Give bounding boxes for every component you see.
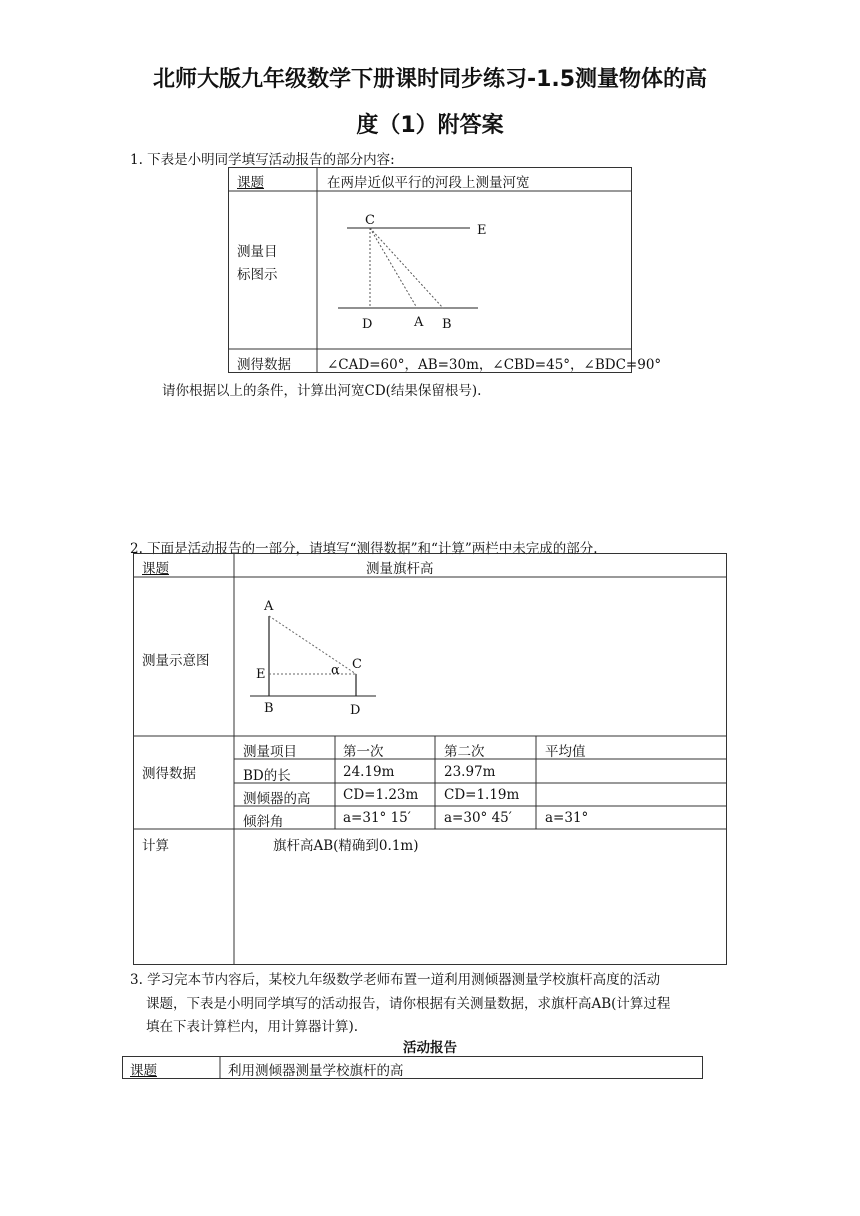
q1-point-D: D	[362, 317, 373, 332]
q2-angle-alpha: α	[331, 663, 340, 678]
q1-intro: 1. 下表是小明同学填写活动报告的部分内容:	[130, 152, 395, 168]
q2-calc-value: 旗杆高AB(精确到0.1m)	[273, 838, 419, 854]
q1-diagram-label-2: 标图示	[237, 267, 278, 283]
q2-topic-label: 课题	[142, 561, 169, 577]
q3-intro-line-2: 课题，下表是小明同学填写的活动报告，请你根据有关测量数据，求旗杆高AB(计算过程	[146, 996, 671, 1012]
q2-row1-second: 23.97m	[444, 764, 496, 780]
q2-row3-average: a=31°	[545, 810, 589, 826]
q2-flagpole-diagram	[236, 590, 386, 720]
q2-row1-item: BD的长	[243, 768, 291, 784]
q1-topic-value: 在两岸近似平行的河段上测量河宽	[327, 175, 530, 191]
q1-point-B: B	[442, 317, 452, 332]
q3-topic-value: 利用测倾器测量学校旗杆的高	[228, 1063, 404, 1079]
q1-point-E: E	[477, 223, 487, 238]
q2-point-A: A	[264, 599, 274, 614]
q2-point-E: E	[256, 667, 266, 682]
q3-report-title: 活动报告	[403, 1040, 457, 1056]
q2-topic-value: 测量旗杆高	[366, 561, 434, 577]
q2-row2-item: 测倾器的高	[243, 791, 311, 807]
q2-header-item: 测量项目	[243, 744, 297, 760]
q2-point-C: C	[352, 657, 362, 672]
q2-row3-item: 倾斜角	[243, 814, 284, 830]
q3-table-lines	[122, 1056, 704, 1080]
q1-data-value: ∠CAD=60°，AB=30m，∠CBD=45°，∠BDC=90°	[327, 357, 662, 373]
q1-diagram-label-1: 测量目	[237, 244, 278, 260]
q1-line-CB	[370, 228, 443, 308]
q2-intro: 2. 下面是活动报告的一部分，请填写“测得数据”和“计算”两栏中未完成的部分.	[130, 541, 598, 557]
q2-row2-first: CD=1.23m	[343, 787, 419, 803]
q2-calc-label: 计算	[142, 838, 169, 854]
q2-row1-first: 24.19m	[343, 764, 395, 780]
page-title-line-2: 度（1）附答案	[356, 113, 504, 138]
q2-table-lines	[133, 553, 728, 966]
q2-data-label: 测得数据	[142, 766, 196, 782]
q1-question: 请你根据以上的条件，计算出河宽CD(结果保留根号).	[162, 383, 482, 399]
q2-point-B: B	[264, 701, 274, 716]
q2-header-first: 第一次	[343, 744, 384, 760]
q2-header-second: 第二次	[444, 744, 485, 760]
q3-intro-line-1: 3. 学习完本节内容后，某校九年级数学老师布置一道利用测倾器测量学校旗杆高度的活动	[130, 972, 661, 988]
page-title-line-1: 北师大版九年级数学下册课时同步练习-1.5测量物体的高	[152, 67, 708, 92]
q2-diagram-label: 测量示意图	[142, 653, 210, 669]
q3-topic-label: 课题	[130, 1063, 157, 1079]
q3-intro-line-3: 填在下表计算栏内，用计算器计算).	[146, 1019, 359, 1035]
q2-sight-line-CA	[269, 616, 356, 674]
q1-point-A: A	[414, 315, 424, 330]
q2-header-average: 平均值	[545, 744, 586, 760]
q2-row2-second: CD=1.19m	[444, 787, 520, 803]
q1-data-label: 测得数据	[237, 357, 291, 373]
q2-row3-second: a=30° 45′	[444, 810, 512, 826]
q1-line-CA	[370, 228, 417, 308]
q1-topic-label: 课题	[237, 175, 264, 191]
q1-point-C: C	[365, 213, 375, 228]
q1-river-diagram	[320, 200, 510, 340]
q2-point-D: D	[350, 703, 361, 718]
q2-row3-first: a=31° 15′	[343, 810, 411, 826]
